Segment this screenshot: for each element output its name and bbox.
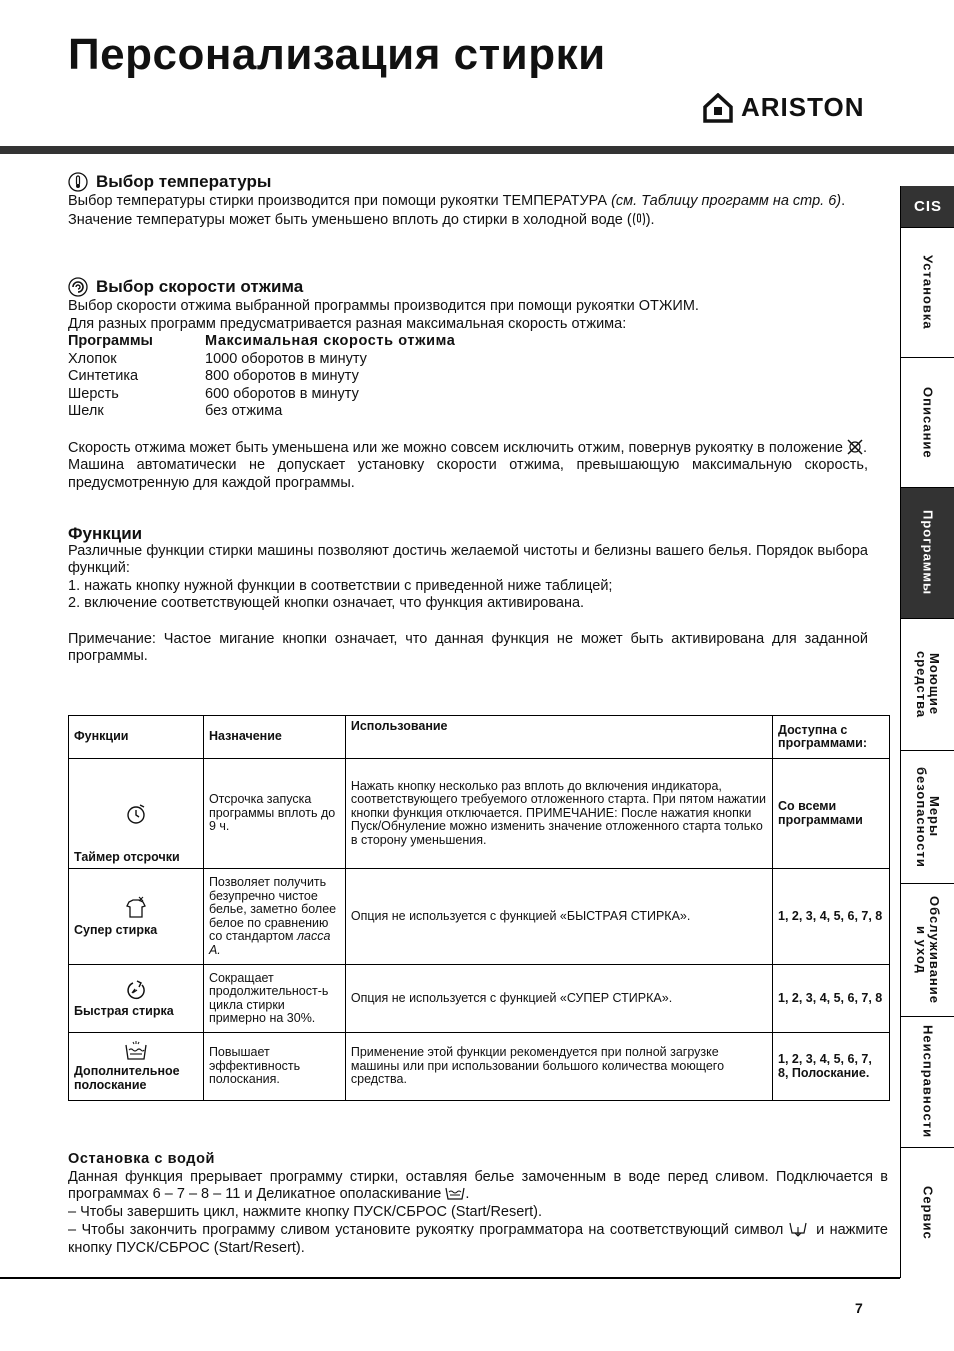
drain-icon bbox=[789, 1221, 811, 1237]
stop-step-1: – Чтобы завершить цикл, нажмите кнопку ПУСК/СБРОС (Start/Resert). bbox=[68, 1203, 543, 1220]
spin-program: Шерсть bbox=[68, 385, 119, 402]
spin-text-3-end: . bbox=[862, 439, 867, 456]
super-wash-icon bbox=[124, 896, 148, 920]
spin-text-1: Выбор скорости отжима выбранной программы производится при помощи рукоятки ОТЖИМ. bbox=[68, 298, 699, 314]
sidebar-tab-label: Неисправности bbox=[920, 1025, 936, 1139]
table-row bbox=[69, 965, 890, 1033]
stop-step-2-end: и нажмите кнопку ПУСК/СБРОС (Start/Resert). bbox=[68, 1222, 888, 1256]
function-purpose-italic: ласса А. bbox=[208, 929, 331, 957]
table-header: Функции bbox=[69, 716, 204, 759]
sidebar-tab-label: CIS bbox=[913, 198, 942, 215]
function-purpose: Повышает эффективность полоскания. bbox=[203, 1033, 345, 1101]
sidebar-tab-safety[interactable] bbox=[901, 751, 954, 884]
sidebar-tab-label: Программы bbox=[920, 510, 936, 596]
page-title: Персонализация стирки bbox=[68, 30, 606, 79]
cold-water-icon bbox=[632, 211, 646, 227]
spin-program: Хлопок bbox=[68, 350, 117, 367]
temperature-text-2: Значение температуры может быть уменьшено вплоть до стирки в холодной воде ( bbox=[68, 211, 632, 228]
functions-step-1: 1. нажать кнопку нужной функции в соответствии с приведенной ниже таблицей; bbox=[68, 577, 613, 594]
sidebar-tab-label: Обслуживание и уход bbox=[914, 895, 942, 1004]
function-purpose: Отсрочка запуска программы вплоть до 9 ч. bbox=[203, 759, 345, 869]
table-header-row bbox=[69, 716, 890, 759]
function-name: Супер стирка bbox=[74, 922, 158, 937]
function-name: Дополнительное полоскание bbox=[74, 1064, 180, 1092]
sidebar-tab-cis[interactable] bbox=[901, 186, 954, 228]
page-number: 7 bbox=[855, 1300, 863, 1316]
stop-text-1: Данная функция прерывает программу стирки, оставляя белье замоченным в воде перед сливом. Подключается в программах 6 – 7 – 8 – 11 и Деликатное ополаскивание bbox=[68, 1168, 888, 1202]
function-purpose: Сокращает продолжительност-ь цикла стирки примерно на 30%. bbox=[203, 965, 345, 1033]
functions-heading: Функции bbox=[68, 524, 143, 543]
stop-with-water-section bbox=[68, 1151, 888, 1257]
spin-program: Шелк bbox=[68, 403, 104, 419]
functions-text-1: Различные функции стирки машины позволяют достичь желаемой чистоты и белизны вашего белья. Порядок выбора функций: bbox=[68, 542, 868, 576]
function-availability: 1, 2, 3, 4, 5, 6, 7, 8, Полоскание. bbox=[773, 1033, 890, 1101]
spin-speed: 1000 оборотов в минуту bbox=[205, 350, 367, 367]
spin-icon bbox=[68, 277, 88, 297]
no-spin-icon bbox=[847, 439, 863, 455]
temperature-text-1: Выбор температуры стирки производится при помощи рукоятки ТЕМПЕРАТУРА bbox=[68, 193, 612, 209]
sidebar-tab-label: Моющие средства bbox=[914, 650, 942, 719]
function-usage: Опция не используется с функцией «СУПЕР СТИРКА». bbox=[345, 965, 772, 1033]
sidebar-tab-label: Описание bbox=[920, 386, 936, 459]
sidebar-tab-label: Меры безопасности bbox=[914, 766, 942, 868]
timer-icon bbox=[125, 803, 147, 825]
spin-col-programs: Программы bbox=[68, 333, 153, 349]
temperature-section bbox=[68, 172, 868, 229]
functions-section bbox=[68, 525, 868, 666]
quick-wash-icon bbox=[125, 979, 147, 1001]
functions-note: Примечание: Частое мигание кнопки означает, что данная функция не может быть активирована для заданной программы. bbox=[68, 630, 868, 664]
sidebar-tab-installation[interactable] bbox=[901, 228, 954, 358]
function-name: Таймер отсрочки bbox=[74, 849, 180, 864]
function-usage: Нажать кнопку несколько раз вплоть до включения индикатора, соответствующего требуемого отложенного старта. При пятом нажатии кнопки функция отключается. ПРИМЕЧАНИЕ: После нажатия кнопки Пуск/Обнуление можно изменить значение отложенного старта только в сторону уменьшения. bbox=[345, 759, 772, 869]
table-row bbox=[69, 1033, 890, 1101]
spin-program: Синтетика bbox=[68, 368, 139, 384]
function-usage: Применение этой функции рекомендуется при полной загрузке машины или при использовании большого количества моющего средства. bbox=[345, 1033, 772, 1101]
house-logo-icon bbox=[703, 93, 733, 123]
sidebar-tab-description[interactable] bbox=[901, 358, 954, 488]
thermometer-icon bbox=[68, 172, 88, 192]
temperature-text-2-end: ). bbox=[645, 211, 655, 228]
function-availability: 1, 2, 3, 4, 5, 6, 7, 8 bbox=[773, 965, 890, 1033]
sidebar-tab-programs[interactable] bbox=[901, 488, 954, 619]
table-row bbox=[69, 759, 890, 869]
temperature-heading: Выбор температуры bbox=[96, 172, 272, 192]
sidebar-tab-maintenance[interactable] bbox=[901, 884, 954, 1017]
sidebar-tab-label: Установка bbox=[920, 255, 936, 330]
function-name: Быстрая стирка bbox=[74, 1003, 174, 1018]
spin-speed: 800 оборотов в минуту bbox=[205, 368, 359, 384]
spin-text-3: Скорость отжима может быть уменьшена или же можно совсем исключить отжим, повернув рукоятку в положение bbox=[68, 439, 847, 456]
functions-table bbox=[68, 715, 890, 1101]
spin-col-speed: Максимальная скорость отжима bbox=[205, 333, 456, 349]
sidebar-tab-detergents[interactable] bbox=[901, 619, 954, 751]
sidebar-tab-service[interactable] bbox=[901, 1148, 954, 1278]
table-row bbox=[69, 869, 890, 965]
brand-name: ARISTON bbox=[741, 92, 865, 122]
functions-step-2: 2. включение соответствующей кнопки означает, что функция активирована. bbox=[68, 595, 585, 611]
spin-speed: без отжима bbox=[205, 403, 283, 419]
extra-rinse-icon bbox=[124, 1041, 148, 1061]
spin-text-4: Машина автоматически не допускает установку скорости отжима, превышающую максимальную скорость, предусмотренную для каждой программы. bbox=[68, 457, 868, 491]
function-usage: Опция не используется с функцией «БЫСТРАЯ СТИРКА». bbox=[345, 869, 772, 965]
temperature-text-1-end: . bbox=[841, 193, 846, 209]
stop-step-2: – Чтобы закончить программу сливом установите рукоятку программатора на соответствующий символ bbox=[68, 1222, 789, 1238]
table-header: Доступна с программами: bbox=[773, 716, 890, 759]
temperature-ref: (см. Таблицу программ на стр. 6) bbox=[611, 193, 842, 209]
table-header: Назначение bbox=[203, 716, 345, 759]
stop-heading: Остановка с водой bbox=[68, 1151, 216, 1167]
footer-rule bbox=[0, 1277, 900, 1279]
spin-text-2: Для разных программ предусматривается разная максимальная скорость отжима: bbox=[68, 315, 627, 332]
sidebar-tab-label: Сервис bbox=[920, 1186, 936, 1240]
spin-section bbox=[68, 277, 868, 492]
spin-heading: Выбор скорости отжима bbox=[96, 277, 304, 297]
table-header: Использование bbox=[345, 716, 772, 759]
section-sidebar bbox=[900, 186, 954, 1278]
header-rule bbox=[0, 146, 954, 154]
function-purpose: Позволяет получить безупречно чистое белье, заметно более белое по сравнению со стандартом bbox=[208, 875, 337, 943]
brand-logo bbox=[703, 92, 865, 123]
spin-speed: 600 оборотов в минуту bbox=[205, 385, 359, 402]
spin-speed-table bbox=[68, 333, 868, 421]
sidebar-tab-troubleshooting[interactable] bbox=[901, 1017, 954, 1148]
rinse-icon bbox=[445, 1186, 465, 1200]
function-availability: Со всеми программами bbox=[773, 759, 890, 869]
function-availability: 1, 2, 3, 4, 5, 6, 7, 8 bbox=[773, 869, 890, 965]
stop-text-1-end: . bbox=[465, 1186, 470, 1202]
